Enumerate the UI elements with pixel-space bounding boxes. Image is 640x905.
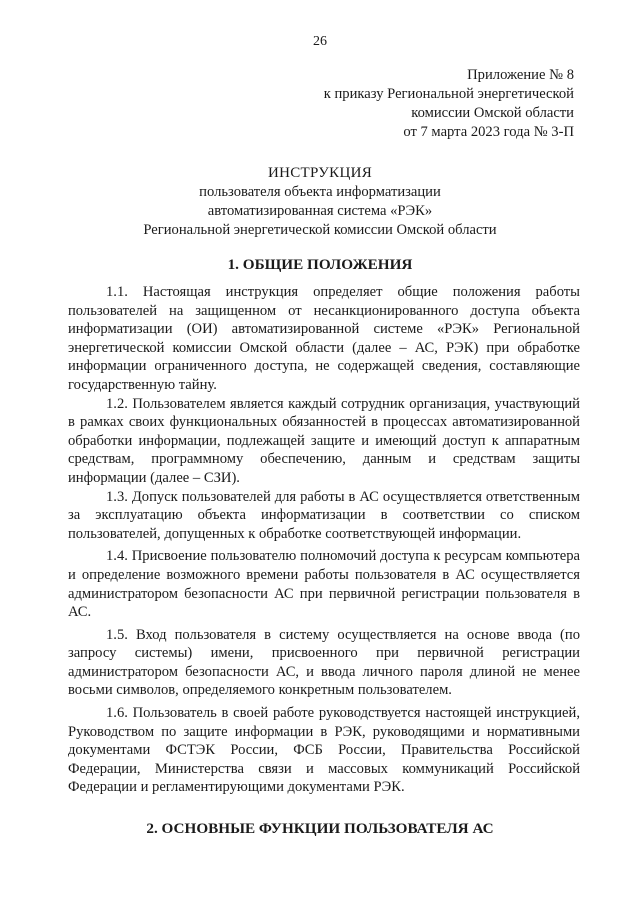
appendix-line-2: к приказу Региональной энергетической — [323, 86, 574, 102]
paragraph-1-4: 1.4. Присвоение пользователю полномочий доступа к ресурсам компьютера и определение возможного времени работы пользователя в АС осуществляется администратором безопасности АС при первичной регистрации пользователя в АС. — [68, 548, 580, 621]
title-line-4: Региональной энергетической комиссии Омской области — [143, 222, 497, 238]
paragraph-1-5: 1.5. Вход пользователя в систему осуществляется на основе ввода (по запросу системы) имени, присвоенного при первичной регистрации администратором безопасности АС, и ввода личного пароля длиной не менее восьми символов, определяемого конкретным пользователем. — [68, 626, 580, 699]
paragraph-1-6: 1.6. Пользователь в своей работе руководствуется настоящей инструкцией, Руководством по защите информации в РЭК, руководящими и нормативными документами ФСТЭК России, ФСБ России, Правительства Российской Федерации, Министерства связи и массовых коммуникаций Российской Федерации и регламентирующими документами РЭК. — [68, 705, 580, 796]
section-1-heading: 1. ОБЩИЕ ПОЛОЖЕНИЯ — [227, 256, 413, 273]
section-2-heading: 2. ОСНОВНЫЕ ФУНКЦИИ ПОЛЬЗОВАТЕЛЯ АС — [146, 820, 494, 837]
appendix-line-3: комиссии Омской области — [411, 105, 574, 121]
page-number: 26 — [313, 34, 327, 49]
appendix-line-4: от 7 марта 2023 года № 3-П — [403, 124, 574, 140]
section-1-body — [68, 283, 580, 797]
appendix-reference — [324, 66, 574, 142]
paragraph-1-1: 1.1. Настоящая инструкция определяет общие положения работы пользователей на защищенном от несанкционированного доступа объекта информатизации (ОИ) автоматизированной системе «РЭК» Региональной энергетической комиссии Омской области (далее – АС, РЭК) при обработке информации ограниченного доступа, не содержащей сведения, составляющие государственную тайну. — [68, 284, 580, 393]
title-line-3: автоматизированная система «РЭК» — [207, 203, 433, 219]
title-line-2: пользователя объекта информатизации — [199, 184, 441, 200]
document-title — [0, 164, 640, 240]
paragraph-1-3: 1.3. Допуск пользователей для работы в АС осуществляется ответственным за эксплуатацию объекта информатизации в соответствии со списком пользователей, допущенных к обработке соответствующей информации. — [68, 488, 580, 542]
appendix-line-1: Приложение № 8 — [467, 67, 574, 83]
paragraph-1-2: 1.2. Пользователем является каждый сотрудник организация, участвующий в рамках своих функциональных обязанностей в процессах автоматизированной обработки информации, подлежащей защите и имеющий доступ к аппаратным средствам, программному обеспечению, данным и средствам защиты информации (далее – СЗИ). — [68, 395, 580, 486]
title-main: ИНСТРУКЦИЯ — [267, 165, 373, 181]
